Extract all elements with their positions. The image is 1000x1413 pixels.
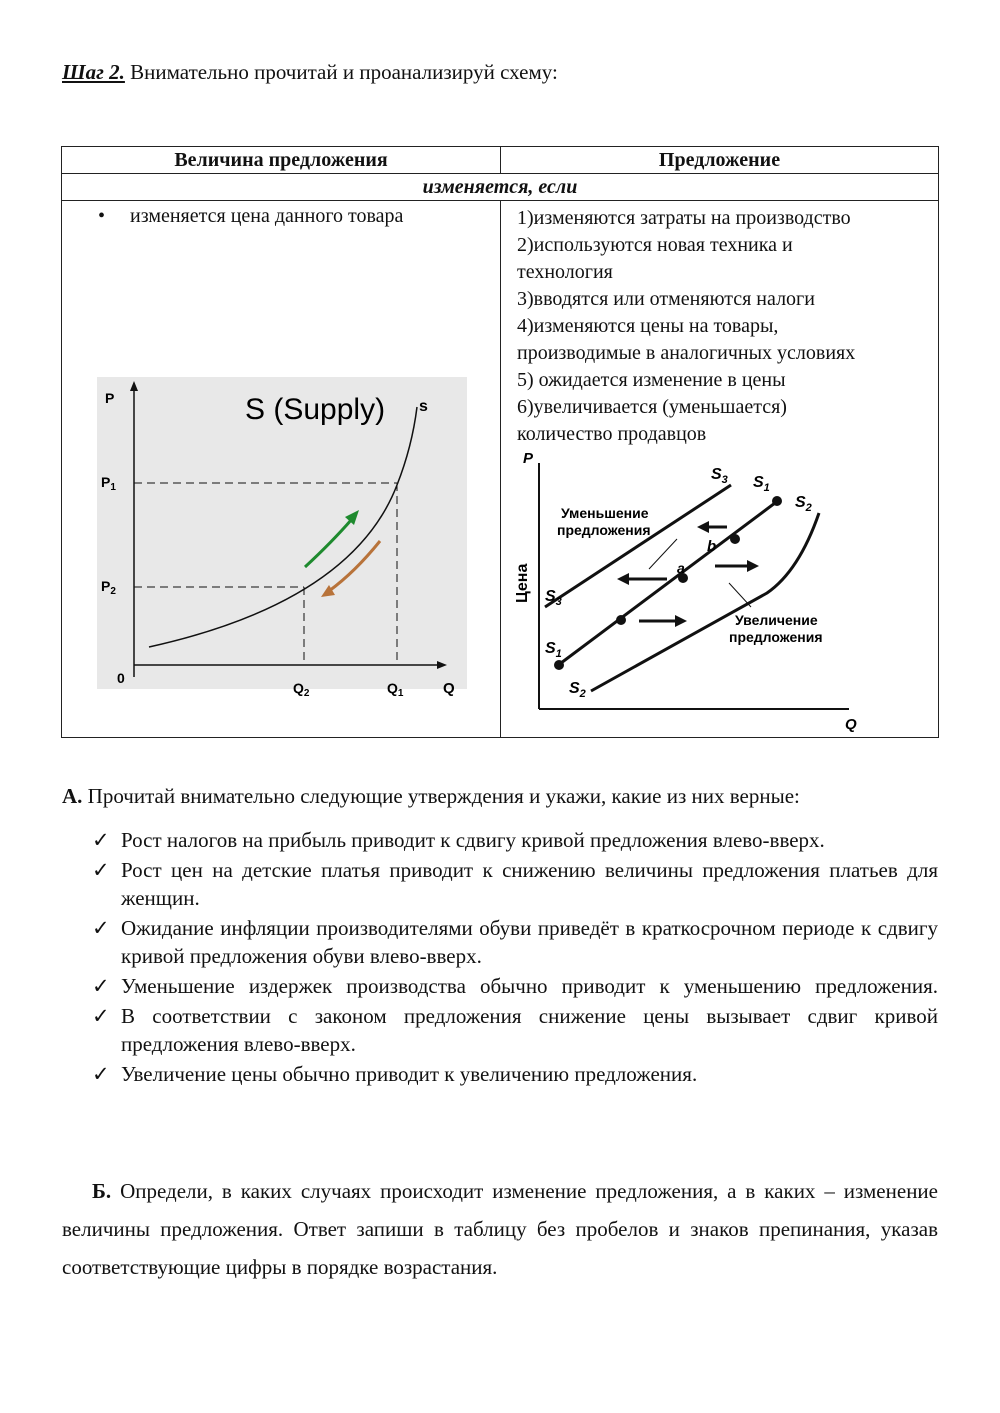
s2-low-letter: S (569, 680, 580, 697)
graph2-price-label: Цена (514, 563, 531, 603)
label-s2-top (795, 494, 812, 514)
section-a-label: А. (62, 784, 83, 808)
factor-line: 1)изменяются затраты на производство (517, 207, 851, 229)
check-icon: ✓ (92, 858, 110, 882)
statement-item (92, 856, 938, 912)
statement-text: В соответствии с законом предложения снижение цены вызывает сдвиг кривой предложения влево-вверх. (121, 1004, 938, 1056)
point-s1-top (772, 496, 782, 506)
statement-item (92, 1060, 938, 1088)
curve-s3 (545, 485, 731, 607)
decrease-label-1: Уменьшение (561, 505, 649, 521)
label-s3-top (711, 466, 728, 486)
statement-text: Ожидание инфляции производителями обуви приведёт в краткосрочном периоде к сдвигу кривой предложения обуви влево-вверх. (121, 916, 938, 968)
check-icon: ✓ (92, 1062, 110, 1086)
increase-label-1: Увеличение (735, 612, 818, 628)
label-s2-low (569, 680, 586, 700)
p2-sub: 2 (110, 586, 116, 597)
label-a: a (677, 560, 685, 576)
header-supply: Предложение (501, 147, 939, 174)
graph1-curve-label: s (419, 398, 428, 415)
statement-text: Уменьшение издержек производства обычно приводит к уменьшению предложения. (121, 974, 938, 998)
statement-item (92, 972, 938, 1000)
step-text: Внимательно прочитай и проанализируй схему: (124, 60, 558, 84)
factor-line: 3)вводятся или отменяются налоги (517, 288, 815, 310)
p1-sub: 1 (110, 482, 116, 493)
check-icon: ✓ (92, 916, 110, 940)
section-a-prompt (62, 784, 800, 809)
graph1-y-label: P (105, 390, 115, 406)
factor-line: количество продавцов (517, 423, 707, 445)
s1-low-letter: S (545, 640, 556, 657)
factor-line: производимые в аналогичных условиях (517, 342, 856, 364)
arrow-left-a (617, 573, 667, 585)
increase-label-2: предложения (729, 629, 823, 645)
s3-top-sub: 3 (721, 474, 728, 486)
p1-letter: P (101, 474, 111, 490)
check-icon: ✓ (92, 974, 110, 998)
point-s1-mid (616, 615, 626, 625)
graph2-y-label: P (523, 453, 534, 467)
decrease-pointer (649, 539, 677, 569)
label-b: b (707, 538, 717, 555)
s3-low-sub: 3 (555, 596, 562, 608)
section-b-prompt (62, 1172, 938, 1286)
statement-text: Рост налогов на прибыль приводит к сдвигу кривой предложения влево-вверх. (121, 828, 825, 852)
supply-factors-list (509, 201, 930, 448)
factor-line: 4)изменяются цены на товары, (517, 315, 779, 337)
statement-item (92, 914, 938, 970)
label-s1-top (753, 474, 770, 494)
bullet-dot: • (98, 205, 106, 227)
statement-item (92, 1002, 938, 1058)
check-icon: ✓ (92, 828, 110, 852)
statement-text: Увеличение цены обычно приводит к увеличению предложения. (121, 1062, 698, 1086)
arrow-right-a (715, 560, 759, 572)
arrow-left-b (697, 521, 727, 533)
section-a-text: Прочитай внимательно следующие утверждения и укажи, какие из них верные: (82, 784, 800, 808)
curve-s2 (591, 513, 819, 691)
scheme-table (61, 146, 939, 738)
decrease-label-2: предложения (557, 522, 651, 538)
graph1-title: S (Supply) (245, 393, 386, 426)
q1-sub: 1 (397, 688, 404, 699)
step-label: Шаг 2. (62, 60, 125, 84)
increase-pointer (729, 583, 751, 607)
step-heading (62, 60, 558, 85)
statement-text: Рост цен на детские платья приводит к снижению величины предложения платьев для женщин. (121, 858, 938, 910)
factor-line: технология (517, 261, 613, 283)
q2-letter: Q (293, 680, 304, 696)
header-quantity-supplied: Величина предложения (62, 147, 501, 174)
s2-top-letter: S (795, 494, 806, 511)
graph1-x-label: Q (443, 680, 455, 697)
s3-top-letter: S (711, 466, 722, 483)
s1-top-sub: 1 (763, 482, 770, 494)
supply-curve-graph (97, 377, 467, 712)
statements-list (92, 826, 938, 1090)
factor-line: 2)используются новая техника и (517, 234, 793, 256)
q2-sub: 2 (303, 688, 310, 699)
left-cell (62, 201, 501, 738)
check-icon: ✓ (92, 1004, 110, 1028)
right-cell (501, 201, 939, 738)
condition-row: изменяется, если (62, 174, 939, 201)
point-b (730, 534, 740, 544)
graph1-origin: 0 (117, 670, 125, 686)
statement-item (92, 826, 938, 854)
s3-low-letter: S (545, 588, 556, 605)
s1-low-sub: 1 (555, 648, 562, 660)
s2-top-sub: 2 (805, 502, 812, 514)
factor-line: 5) ожидается изменение в цены (517, 369, 786, 391)
s2-low-sub: 2 (579, 688, 586, 700)
graph2-x-label: Q (845, 716, 857, 733)
label-s1-low (545, 640, 562, 660)
s1-top-letter: S (753, 474, 764, 491)
section-b-text: Определи, в каких случаях происходит изменение предложения, а в каких – изменение величины предложения. Ответ запиши в таблицу без пробелов и знаков препинания, указав соответствующие цифры в порядке возрастания. (62, 1179, 938, 1279)
arrow-right-mid (639, 615, 687, 627)
p2-letter: P (101, 578, 111, 594)
bullet-text: изменяется цена данного товара (130, 205, 404, 227)
supply-shift-graph (509, 453, 859, 738)
q1-letter: Q (387, 680, 398, 696)
factor-line: 6)увеличивается (уменьшается) (517, 396, 787, 418)
point-s1-low (554, 660, 564, 670)
section-b-label: Б. (92, 1179, 112, 1203)
